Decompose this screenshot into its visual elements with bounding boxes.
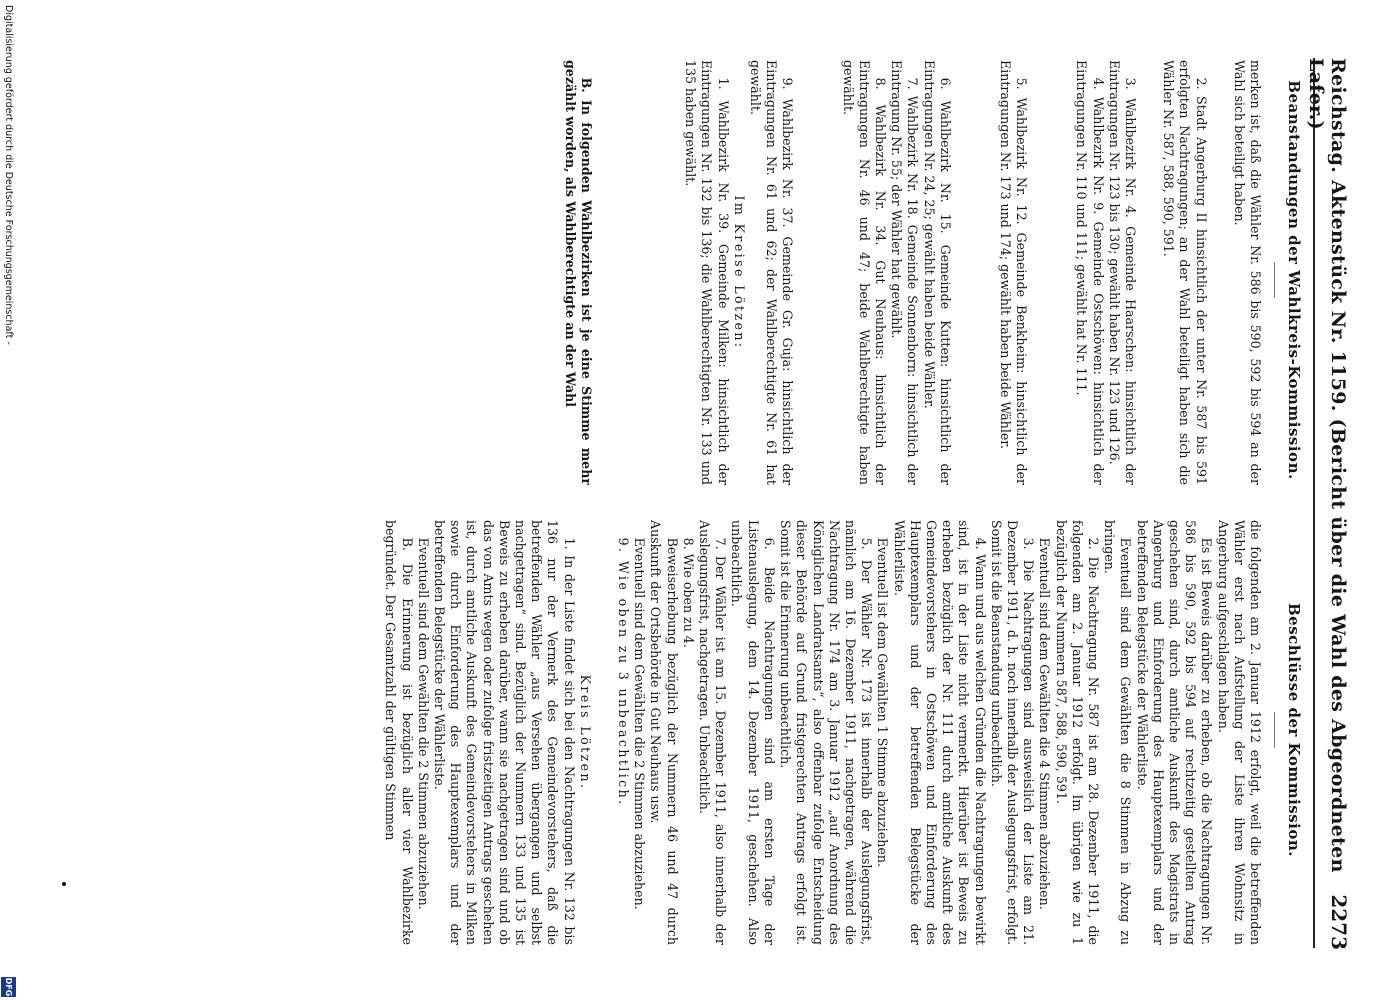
paragraph: 6. Wahlbezirk Nr. 15. Gemeinde Kutten: hinsichtlich der Eintragungen Nr. 24, 25; gewählt haben beide Wähler. <box>921 60 953 485</box>
paragraph: 3. Die Nachtragungen sind ausweislich der Liste am 21. Dezember 1911, d. h. noch innerhalb der Auslegungsfrist, erfolgt. Somit ist die Beanstandung unbeachtlich. <box>988 520 1037 945</box>
paragraph: 5. Der Wähler Nr. 173 ist innerhalb der Auslegungsfrist, nämlich am 16. Dezember 1911, nachgetragen, während die Nachtragung Nr. 174 am 3. Januar 1912 „auf Anordnung des Königlichen Landratsamts“, also offenbar zufolge Entscheidung dieser Behörde auf Grund fristgerechten Antrags erfolgt ist. Somit ist die Erinnerung unbeachtlich. <box>778 520 875 945</box>
right-column-heading: Beschlüsse der Kommission. <box>1274 520 1303 940</box>
paragraph: die folgenden am 2. Januar 1912 erfolgt, weil die betreffenden Wähler erst nach Aufstellung der Liste ihren Wohnsitz in Angerburg aufgeschlagen haben. <box>1215 520 1263 945</box>
paragraph: Eventuell sind dem Gewählten die 8 Stimmen in Abzug zu bringen. <box>1102 520 1134 945</box>
paragraph: 9. Wahlbezirk Nr. 37. Gemeinde Gr. Guja: hinsichtlich der Eintragungen Nr. 61 und 62; der Wahlberechtigte Nr. 61 hat gewählt. <box>747 60 796 485</box>
digitization-footer <box>0 0 17 1000</box>
footer-credit: Digitalisierung gefördert durch die Deutsche Forschungsgemeinschaft - <box>3 5 14 345</box>
right-column <box>33 520 1263 945</box>
section-label: Kreis Lötzen. <box>577 674 593 791</box>
paragraph: 1. Wahlbezirk Nr. 39. Gemeinde Milken: hinsichtlich der Eintragungen Nr. 132 bis 136; die Wahlberechtigten Nr. 133 und 135 haben gewählt. <box>683 60 731 485</box>
paragraph: 8. Wie oben zu 4. <box>680 537 696 648</box>
paragraph: 2. Die Nachtragung Nr. 587 ist am 28. Dezember 1911, die folgenden am 2. Januar 1912 erfolgt. Im übrigen wie zu 1 bezüglich der Nummern 587, 588, 590, 591. <box>1053 520 1101 945</box>
paragraph: 9. Wie oben zu 3 unbeachtlich. <box>616 537 632 807</box>
running-title: Reichstag. Aktenstück Nr. 1159. (Bericht über die Wahl des Abgeordneten Lafer.) <box>1305 58 1349 873</box>
heading-rule <box>1274 712 1275 748</box>
paragraph: B. Die Erinnerung ist bezüglich aller vier Wahlbezirke begründet. Der Gesamtzahl der gültigen Stimmen <box>383 520 415 945</box>
page-header <box>1305 58 1355 950</box>
heading-rule <box>1274 262 1275 298</box>
paragraph: 4. Wann und aus welchen Gründen die Nachtragungen bewirkt sind, ist in der Liste nicht vermerkt. Hierüber ist Beweis zu erheben bezüglich der Nr. 111 durch amtliche Auskunft des Gemeindevorstehers in Ostschöwen und Einforderung des Hauptexemplars und der betreffenden Belegstücke der Wählerliste. <box>891 520 988 945</box>
paragraph: 7. Der Wähler ist am 15. Dezember 1911, also innerhalb der Auslegungsfrist, nachgetragen. Unbeachtlich. <box>697 520 729 945</box>
paragraph: Eventuell sind dem Gewählten die 4 Stimmen abzuziehen. <box>1037 537 1053 910</box>
section-label: Im Kreise Lötzen: <box>731 195 747 350</box>
paragraph: 4. Wahlbezirk Nr. 9. Gemeinde Ostschöwen: hinsichtlich der Eintragungen Nr. 110 und 111; gewählt hat Nr. 111. <box>1074 60 1106 485</box>
ink-dot <box>62 882 66 886</box>
left-column <box>33 60 1263 485</box>
paragraph: merken ist, daß die Wähler Nr. 586 bis 590, 592 bis 594 an der Wahl sich beteiligt haben. <box>1231 60 1263 485</box>
paragraph: Es ist Beweis darüber zu erheben, ob die Nachtragungen Nr. 586 bis 590, 592 bis 594 auf rechtzeitig gestellten Antrag geschehen sind, durch amtliche Auskunft des Magistrats in Angerburg und Einforderung des Hauptexemplars und der betreffenden Belegstücke der Wählerliste. <box>1134 520 1215 945</box>
paragraph: 3. Wahlbezirk Nr. 4. Gemeinde Haarschen: hinsichtlich der Eintragungen Nr. 123 bis 130; gewählt haben Nr. 123 und 126. <box>1106 60 1138 485</box>
paragraph: 2. Stadt Angerburg II hinsichtlich der unter Nr. 587 bis 591 erfolgten Nachtragungen; an der Wahl beteiligt haben sich die Wähler Nr. 587, 588, 590, 591. <box>1161 60 1209 485</box>
paragraph: 5. Wahlbezirk Nr. 12. Gemeinde Benkheim: hinsichtlich der Eintragungen Nr. 173 und 174; gewählt haben beide Wähler. <box>997 60 1030 485</box>
paragraph: 8. Wahlbezirk Nr. 34. Gut Neuhaus: hinsichtlich der Eintragungen Nr. 46 und 47; beide Wahlberechtigte haben gewählt. <box>840 60 888 485</box>
paragraph: Eventuell sind dem Gewählten die 2 Stimmen abzuziehen. <box>632 537 648 910</box>
paragraph: Beweiserhebung bezüglich der Nummern 46 und 47 durch Auskunft der Ortsbehörde in Gut Neuhaus usw. <box>648 520 680 945</box>
paragraph: B. In folgenden Wahlbezirken ist je eine Stimme mehr gezählt worden, als Wahlberechtigte an der Wahl <box>562 60 594 485</box>
paragraph: 6. Beide Nachtragungen sind am ersten Tage der Listenauslegung, dem 14. Dezember 1911, geschehen. Also unbeachtlich. <box>729 520 777 945</box>
paragraph: 1. In der Liste findet sich bei den Nachtragungen Nr. 132 bis 136 nur der Vermerk des Gemeindevorstehers, daß die betreffenden Wähler „aus Versehen übergangen und selbst nachgetragen“ sind. Bezüglich der Nummern 133 und 135 ist Beweis zu erheben darüber, wann sie nachgetragen sind und ob das von Amts wegen oder zufolge fristzeitigen Antrags geschehen ist, durch amtliche Auskunft des Gemeindevorstehers in Milken sowie durch Einforderung des Hauptexemplars und der betreffenden Belegstücke der Wählerliste. <box>432 520 577 945</box>
dfg-logo-icon: DFG <box>1 977 16 997</box>
left-column-heading: Beanstandungen der Wahlkreis-Kommission. <box>1274 80 1303 480</box>
paragraph: Eventuell sind dem Gewählten die 2 Stimmen abzuziehen. <box>415 537 431 910</box>
paragraph: Eventuell ist dem Gewählten 1 Stimme abzuziehen. <box>875 537 891 867</box>
page-number: 2273 <box>1327 894 1351 950</box>
paragraph: 7. Wahlbezirk Nr. 18. Gemeinde Sonnenborn: hinsichtlich der Eintragung Nr. 55; der Wähler hat gewählt. <box>889 60 921 485</box>
